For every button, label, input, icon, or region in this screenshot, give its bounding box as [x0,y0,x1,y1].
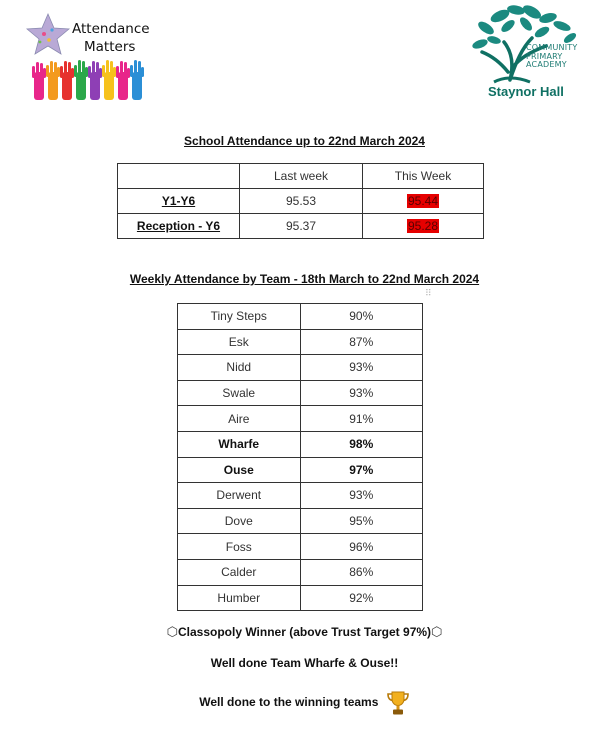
classopoly-line [0,625,609,640]
table-row [178,355,423,381]
team-name: Esk [178,329,301,355]
team-name: Swale [178,380,301,406]
team-percentage: 98% [300,431,423,457]
team-percentage: 92% [300,585,423,611]
table-row [118,214,484,239]
row-label: Y1-Y6 [118,189,240,214]
table-row [178,559,423,585]
team-percentage: 91% [300,406,423,432]
team-name: Calder [178,559,301,585]
team-percentage: 97% [300,457,423,483]
team-name: Derwent [178,483,301,509]
die-icon: ⬡ [431,625,443,640]
attendance-matters-text [72,20,150,56]
row-label: Reception - Y6 [118,214,240,239]
table-row [118,189,484,214]
weekly-team-table [177,303,423,611]
cpa-line-3: ACADEMY [526,60,567,69]
team-percentage: 95% [300,508,423,534]
table-row [178,585,423,611]
logo-line-1: Attendance [72,21,150,37]
header-cell-blank [118,164,240,189]
table-row [178,380,423,406]
logo-line-2: Matters [84,39,136,55]
this-week-value: 95.28 [407,219,439,233]
table-row [178,508,423,534]
community-primary-academy-text [526,44,577,70]
attendance-matters-logo [26,12,156,104]
team-percentage: 93% [300,483,423,509]
die-icon: ⬡ [166,625,178,640]
header-cell-last-week: Last week [240,164,363,189]
team-percentage: 96% [300,534,423,560]
table-drag-handle-icon[interactable]: ⠿ [425,289,431,299]
hands-icon [32,58,148,102]
team-name: Dove [178,508,301,534]
this-week-value: 95.44 [407,194,439,208]
cpa-line-1: COMMUNITY [526,43,578,52]
team-percentage: 93% [300,355,423,381]
table-row [178,534,423,560]
table-row [178,329,423,355]
trophy-icon [386,690,410,716]
school-attendance-table [117,163,484,239]
team-name: Ouse [178,457,301,483]
header-cell-this-week: This Week [363,164,484,189]
team-percentage: 86% [300,559,423,585]
team-percentage: 93% [300,380,423,406]
this-week-cell [363,189,484,214]
this-week-cell [363,214,484,239]
team-name: Humber [178,585,301,611]
school-name: Staynor Hall [488,84,564,99]
team-percentage: 87% [300,329,423,355]
table-row [178,483,423,509]
last-week-value: 95.53 [240,189,363,214]
weekly-team-title: Weekly Attendance by Team - 18th March to 22nd March 2024 [129,272,480,286]
well-done-winning-line [0,690,609,716]
classopoly-text: Classopoly Winner (above Trust Target 97%) [177,625,432,639]
table-row [178,304,423,330]
team-name: Wharfe [178,431,301,457]
table-row-winner [178,431,423,457]
table-row [178,406,423,432]
team-percentage: 90% [300,304,423,330]
table-row-winner [178,457,423,483]
table-header-row [118,164,484,189]
team-name: Aire [178,406,301,432]
team-name: Tiny Steps [178,304,301,330]
school-attendance-title: School Attendance up to 22nd March 2024 [184,134,425,148]
well-done-winning-text: Well done to the winning teams [199,695,379,710]
team-name: Nidd [178,355,301,381]
staynor-hall-logo [470,2,582,106]
team-name: Foss [178,534,301,560]
well-done-team-text: Well done Team Wharfe & Ouse!! [210,656,399,670]
last-week-value: 95.37 [240,214,363,239]
cpa-line-2: PRIMARY [526,51,563,61]
